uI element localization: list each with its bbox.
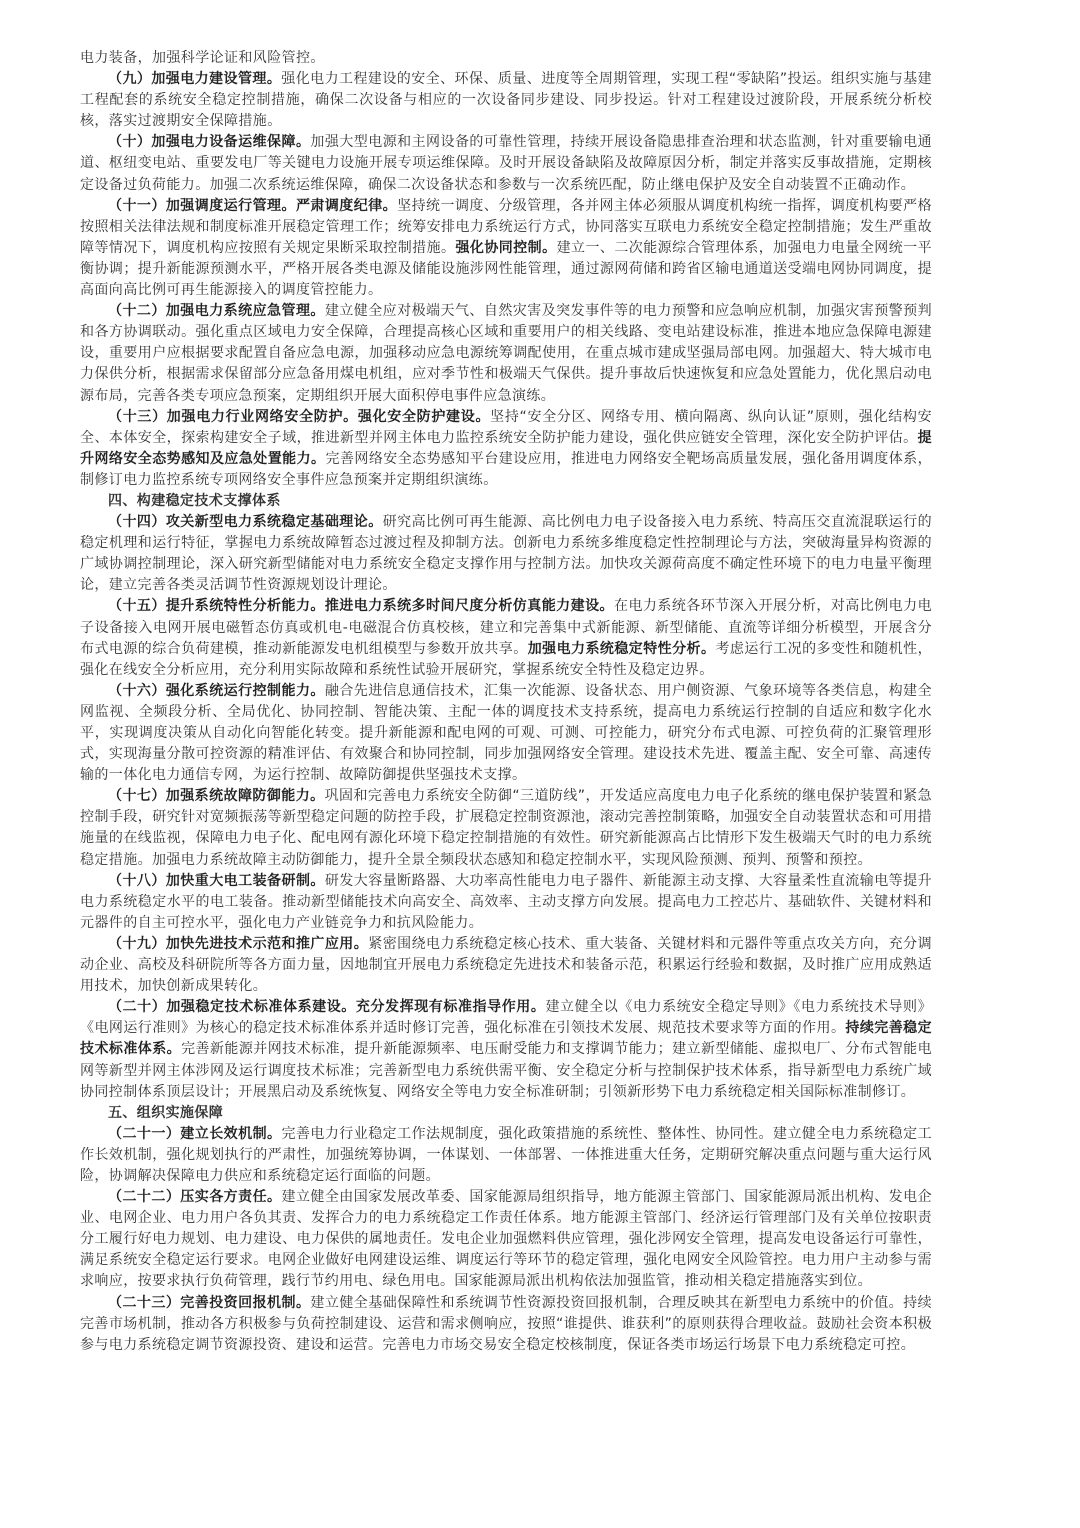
text-run: 建立健全基础保障性和系统调节性资源投资回报机制，合理反映其在新型电力系统中的价值。持续完善市场机制，推动各方积极参与负荷控制建设、运营和需求侧响应，按照“谁提供、谁获利”的原则获得合理收益。鼓励社会资本积极参与电力系统稳定调节资源投资、建设和运营。完善电力市场交易安全稳定校核制度，保证各类市场运行场景下电力系统稳定可控。 [80,1294,932,1353]
bold-run: （二十一）建立长效机制。 [108,1125,282,1142]
text-run: 建立健全以《电力系统安全稳定导则》《电力系统技术导则》《电网运行准则》为核心的稳定技术标准体系并适时修订完善，强化标准在引领技术发展、规范技术要求等方面的作用。 [80,999,932,1037]
document-body [80,48,932,1356]
text-run: 在电力系统各环节深入开展分析，对高比例电力电子设备接入电网开展电磁暂态仿真或机电-电磁混合仿真校核，建立和完善集中式新能源、新型储能、直流等详细分析模型，开展含分布式电源的综合负荷建模，推动新能源发电机组模型与参数开放共享。 [80,598,932,657]
bold-run: （二十三）完善投资回报机制。 [108,1294,311,1311]
bold-run: 加强电力系统稳定特性分析。 [527,640,716,657]
bold-run: （十四）攻关新型电力系统稳定基础理论。 [108,514,383,531]
paragraph [80,596,932,680]
paragraph [80,934,932,997]
bold-run: 持续完善稳定技术标准体系。 [80,1020,932,1058]
text-run: 完善电力行业稳定工作法规制度，强化政策措施的系统性、整体性、协同性。建立健全电力系统稳定工作长效机制，强化规划执行的严肃性，加强统筹协调，一体谋划、一体部署、一体推进重大任务，定期研究解决重点问题与重大运行风险，协调解决保障电力供应和系统稳定运行面临的问题。 [80,1125,932,1184]
paragraph [80,407,932,491]
paragraph [80,132,932,195]
text-run: 建立健全应对极端天气、自然灾害及突发事件等的电力预警和应急响应机制，加强灾害预警预判和各方协调联动。强化重点区域电力安全保障，合理提高核心区域和重要用户的相关线路、变电站建设标准，推进本地应急保障电源建设，重要用户应根据要求配置自备应急电源，加强移动应急电源统筹调配使用，在重点城市建成坚强局部电网。加强超大、特大城市电力保供分析，根据需求保留部分应急备用煤电机组，应对季节性和极端天气保供。提升事故后快速恢复和应急处置能力，优化黑启动电源布局，完善各类专项应急预案，定期组织开展大面积停电事件应急演练。 [80,303,932,404]
bold-run: （十八）加快重大电工装备研制。 [108,872,325,889]
bold-run: （二十）加强稳定技术标准体系建设。充分发挥现有标准指导作用。 [108,999,546,1016]
paragraph [80,196,932,301]
text-run: 融合先进信息通信技术，汇集一次能源、设备状态、用户侧资源、气象环境等各类信息，构建全网监视、全频段分析、全局优化、协同控制、智能决策、主配一体的调度技术支持系统，提高电力系统运行控制的自适应和数字化水平，实现调度决策从自动化向智能化转变。提升新能源和配电网的可观、可测、可控能力，研究分布式电源、可控负荷的汇聚管理形式，实现海量分散可控资源的精准评估、有效聚合和协同控制，同步加强网络安全管理。建设技术先进、覆盖主配、安全可靠、高速传输的一体化电力通信专网，为运行控制、故障防御提供坚强技术支撑。 [80,682,932,784]
paragraph [80,48,932,69]
paragraph [80,1187,932,1292]
bold-run: 强化协同控制。 [455,239,557,256]
paragraph [80,997,932,1102]
text-run: 电力装备，加强科学论证和风险管控。 [80,50,325,66]
paragraph [80,1293,932,1356]
paragraph [80,69,932,132]
paragraph [80,871,932,934]
text-run: 研发大容量断路器、大功率高性能电力电子器件、新能源主动支撑、大容量柔性直流输电等提升电力系统稳定水平的电工装备。推动新型储能技术向高安全、高效率、主动支撑方向发展。提高电力工控芯片、基础软件、关键材料和元器件的自主可控水平，强化电力产业链竞争力和抗风险能力。 [80,872,932,931]
section-heading [80,491,932,512]
paragraph [80,1124,932,1187]
paragraph [80,301,932,406]
bold-run: （十六）强化系统运行控制能力。 [108,682,325,699]
text-run: 紧密围绕电力系统稳定核心技术、重大装备、关键材料和元器件等重点攻关方向，充分调动企业、高校及科研院所等各方面力量，因地制宜开展电力系统稳定先进技术和装备示范，积累运行经验和数据，及时推广应用成熟适用技术，加快创新成果转化。 [80,935,932,995]
bold-run: （十）加强电力设备运维保障。 [108,134,311,151]
text-run: 五、组织实施保障 [108,1104,224,1121]
text-run: 研究高比例可再生能源、高比例电力电子设备接入电力系统、特高压交直流混联运行的稳定机理和运行特征，掌握电力系统故障暂态过渡过程及抑制方法。创新电力系统多维度稳定性控制理论与方法，突破海量异构资源的广域协调控制理论，深入研究新型储能对电力系统安全稳定支撑作用与控制方法。加快攻关源荷高度不确定性环境下的电力电量平衡理论，建立完善各类灵活调节性资源规划设计理论。 [80,514,932,594]
text-run: 加强大型电源和主网设备的可靠性管理，持续开展设备隐患排查治理和状态监测，针对重要输电通道、枢纽变电站、重要发电厂等关键电力设施开展专项运维保障。及时开展设备缺陷及故障原因分析，制定并落实反事故措施，定期核定设备过负荷能力。加强二次系统运维保障，确保二次设备状态和参数与一次系统匹配，防止继电保护及安全自动装置不正确动作。 [80,134,932,193]
bold-run: （十五）提升系统特性分析能力。推进电力系统多时间尺度分析仿真能力建设。 [108,598,614,615]
paragraph [80,512,932,596]
text-run: 坚持统一调度、分级管理，各并网主体必须服从调度机构统一指挥，调度机构要严格按照相关法律法规和制度标准开展稳定管理工作；统筹安排电力系统运行方式，协同落实互联电力系统安全稳定控制措施；发生严重故障等情况下，调度机构应按照有关规定果断采取控制措施。 [80,197,932,256]
text-run: 考虑运行工况的多变性和随机性，强化在线安全分析应用，充分利用实际故障和系统性试验开展研究，掌握系统安全特性及稳定边界。 [80,640,933,678]
text-run: 巩固和完善电力系统安全防御“三道防线”，开发适应高度电力电子化系统的继电保护装置和紧急控制手段，研究针对宽频振荡等新型稳定问题的防控手段，扩展稳定控制资源池，滚动完善控制策略，加强安全自动装置状态和可用措施量的在线监视，保障电力电子化、配电网有源化环境下稳定控制措施的有效性。研究新能源高占比情形下发生极端天气时的电力系统稳定措施。加强电力系统故障主动防御能力，提升全景全频段状态感知和稳定控制水平，实现风险预测、预判、预警和预控。 [80,788,933,868]
bold-run: （十七）加强系统故障防御能力。 [108,788,325,805]
bold-run: （十三）加强电力行业网络安全防护。强化安全防护建设。 [108,408,491,425]
text-run: 坚持“安全分区、网络专用、横向隔离、纵向认证”原则，强化结构安全、本体安全，探索构建安全子域，推进新型并网主体电力监控系统安全防护能力建设，强化供应链安全管理，深化安全防护评估。 [80,408,932,446]
text-run: 强化电力工程建设的安全、环保、质量、进度等全周期管理，实现工程“零缺陷”投运。组织实施与基建工程配套的系统安全稳定控制措施，确保二次设备与相应的一次设备同步建设、同步投运。针对工程建设过渡阶段，开展系统分析校核，落实过渡期安全保障措施。 [80,71,932,130]
text-run: 完善新能源并网技术标准，提升新能源频率、电压耐受能力和支撑调节能力；建立新型储能、虚拟电厂、分布式智能电网等新型并网主体涉网及运行调度技术标准；完善新型电力系统供需平衡、安全稳定分析与控制保护技术体系，指导新型电力系统广域协同控制体系顶层设计；开展黑启动及系统恢复、网络安全等电力安全标准研制；引领新形势下电力系统稳定相关国际标准制修订。 [80,1041,932,1100]
paragraph [80,681,932,786]
text-run: 完善网络安全态势感知平台建设应用，推进电力网络安全靶场高质量发展，强化备用调度体系，制修订电力监控系统专项网络安全事件应急预案并定期组织演练。 [80,450,932,488]
paragraph [80,786,932,870]
bold-run: （十九）加快先进技术示范和推广应用。 [108,935,369,952]
bold-run: （十一）加强调度运行管理。严肃调度纪律。 [108,197,398,214]
bold-run: （九）加强电力建设管理。 [108,71,282,88]
text-run: 建立一、二次能源综合管理体系，加强电力电量全网统一平衡协调；提升新能源预测水平，严格开展各类电源及储能设施涉网性能管理，通过源网荷储和跨省区输电通道送受端电网协同调度，提高面向高比例可再生能源接入的调度管控能力。 [80,239,932,299]
bold-run: （二十二）压实各方责任。 [108,1189,282,1206]
section-heading [80,1103,932,1124]
bold-run: （十二）加强电力系统应急管理。 [108,303,325,320]
bold-run: 提升网络安全态势感知及应急处置能力。 [80,429,932,467]
text-run: 四、构建稳定技术支撑体系 [108,492,281,509]
text-run: 建立健全由国家发展改革委、国家能源局组织指导，地方能源主管部门、国家能源局派出机构、发电企业、电网企业、电力用户各负其责、发挥合力的电力系统稳定工作责任体系。地方能源主管部门、经济运行管理部门及有关单位按职责分工履行好电力规划、电力建设、电力保供的属地责任。发电企业加强燃料供应管理，强化涉网安全管理，提高发电设备运行可靠性，满足系统安全稳定运行要求。电网企业做好电网建设运维、调度运行等环节的稳定管理，强化电网安全风险管控。电力用户主动参与需求响应，按要求执行负荷管理，践行节约用电、绿色用电。国家能源局派出机构依法加强监管，推动相关稳定措施落实到位。 [80,1189,932,1290]
